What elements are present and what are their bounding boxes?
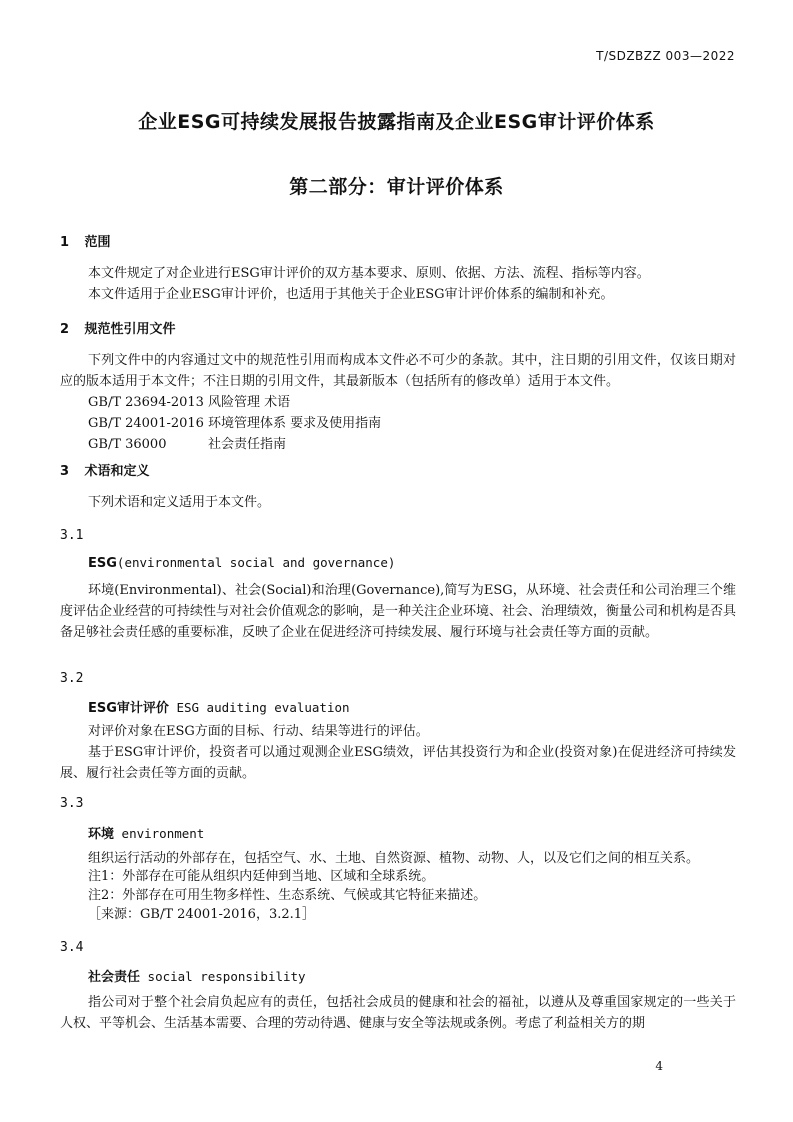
term-zh: 环境 [88,827,115,842]
note: 注1：外部存在可能从组织内廷伸到当地、区域和全球系统。 [88,869,435,884]
reference-code: GB/T 36000 [88,437,167,452]
term-en: ESG auditing evaluation [168,700,350,715]
term-heading [88,555,395,571]
section-number: 2 [60,322,70,337]
source-citation: ［来源：GB/T 24001-2016，3.2.1］ [88,907,316,922]
reference-item [88,392,290,413]
reference-code: GB/T 24001-2016 [88,416,204,431]
paragraph: 下列术语和定义适用于本文件。 [88,495,271,510]
reference-code: GB/T 23694-2013 [88,395,204,410]
section-number: 1 [60,235,70,250]
reference-item [88,434,286,455]
section-heading-scope [60,231,111,250]
section-title: 规范性引用文件 [84,322,176,337]
reference-name: 环境管理体系 要求及使用指南 [208,416,382,431]
section-heading-terms-definitions [60,460,150,479]
term-heading [88,966,306,985]
paragraph: 基于ESG审计评价，投资者可以通过观测企业ESG绩效，评估其投资行为和企业(投资对象)在促进经济可持续发展、履行社会责任等方面的贡献。 [60,745,736,781]
document-title: 企业ESG可持续发展报告披露指南及企业ESG审计评价体系 [138,111,655,133]
subsection-number: 3.1 [60,528,84,543]
reference-item [88,413,381,434]
paragraph: 本文件适用于企业ESG审计评价，也适用于其他关于企业ESG审计评价体系的编制和补充。 [88,287,614,302]
reference-name: 社会责任指南 [208,437,287,452]
section-title: 范围 [84,235,111,250]
document-code: T/SDZBZZ 003—2022 [596,49,735,63]
subsection-number: 3.4 [60,940,84,955]
section-heading-normative-references [60,318,176,337]
paragraph: 组织运行活动的外部存在，包括空气、水、土地、自然资源、植物、动物、人，以及它们之间的相互关系。 [88,851,700,866]
paragraph: 指公司对于整个社会肩负起应有的责任，包括社会成员的健康和社会的福祉，以遵从及尊重国家规定的一些关于人权、平等机会、生活基本需要、合理的劳动待遇、健康与安全等法规或条例。考虑了利益相关方的期 [60,995,736,1031]
paragraph: 下列文件中的内容通过文中的规范性引用而构成本文件必不可少的条款。其中，注日期的引用文件，仅该日期对应的版本适用于本文件；不注日期的引用文件，其最新版本（包括所有的修改单）适用于本文件。 [60,353,736,389]
subsection-number: 3.3 [60,796,84,811]
document-subtitle: 第二部分：审计评价体系 [289,176,504,198]
term-zh: 社会责任 [88,970,141,985]
term-zh: ESG审计评价 [88,701,169,716]
paragraph: 环境(Environmental)、社会(Social)和治理(Governance),简写为ESG，从环境、社会责任和公司治理三个维度评估企业经营的可持续性与对社会价值观念的影响，是一种关注企业环境、社会、治理绩效，衡量公司和机构是否具备足够社会责任感的重要标准，反映了企业在促进经济可持续发展、履行环境与社会责任等方面的贡献。 [60,583,737,640]
subsection-number: 3.2 [60,671,84,686]
section-title: 术语和定义 [84,464,150,479]
term-en: (environmental social and governance) [116,555,396,570]
paragraph: 本文件规定了对企业进行ESG审计评价的双方基本要求、原则、依据、方法、流程、指标等内容。 [88,266,650,281]
term-heading [88,697,350,716]
paragraph: 对评价对象在ESG方面的目标、行动、结果等进行的评估。 [88,724,429,739]
section-number: 3 [60,464,70,479]
term-en: environment [114,826,205,841]
note: 注2：外部存在可用生物多样性、生态系统、气候或其它特征来描述。 [88,888,487,903]
term-zh: ESG [88,556,117,571]
page-number: 4 [655,1059,663,1073]
reference-name: 风险管理 术语 [208,395,291,410]
term-en: social responsibility [140,969,306,984]
term-heading [88,823,204,842]
